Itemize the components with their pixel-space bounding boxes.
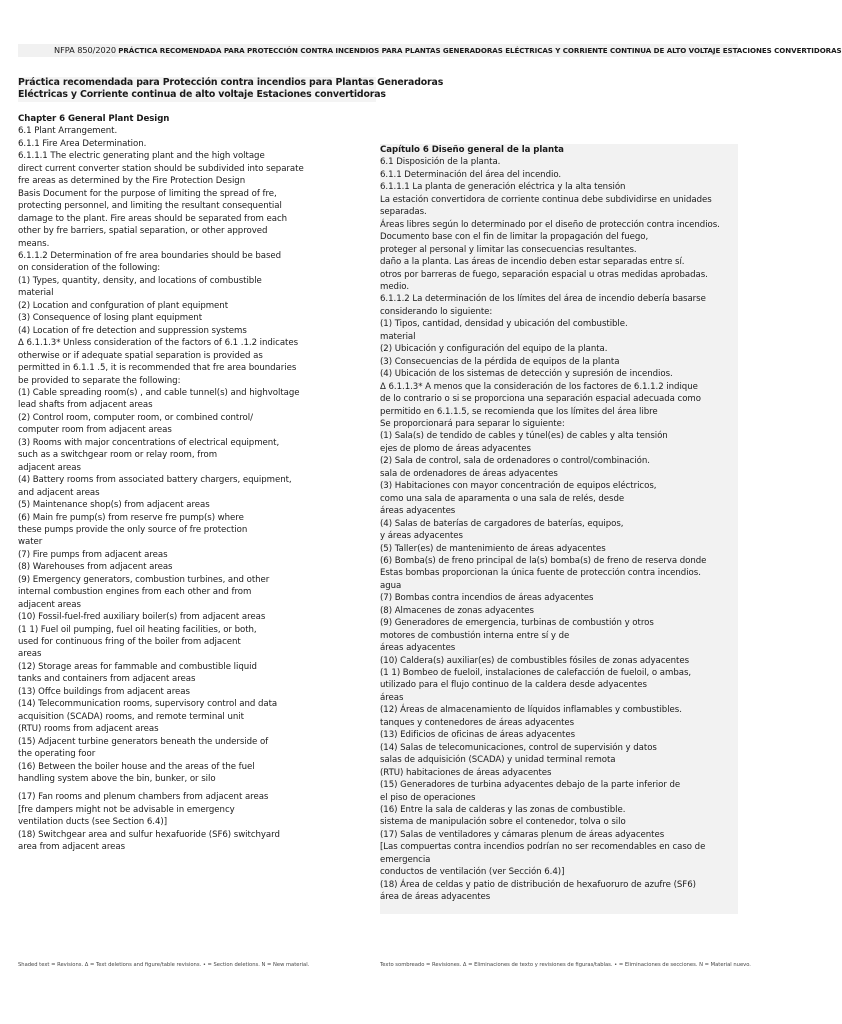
text-line: computer room from adjacent areas [18,425,172,436]
text-line: (16) Entre la sala de calderas y las zonas de combustible. [380,805,626,816]
text-line: ejes de plomo de áreas adyacentes [380,443,531,454]
text-line: (3) Consequence of losing plant equipment [18,313,203,324]
text-line: ventilation ducts (see Section 6.4)] [18,817,167,828]
text-line: (14) Telecommunication rooms, supervisory control and data [18,699,278,710]
text-line: (2) Ubicación y configuración del equipo de la planta. [380,344,608,355]
text-line: otros por barreras de fuego, separación espacial u otras medidas aprobadas. [380,269,708,280]
text-line: permitted in 6.1.1 .5, it is recommended that fre area boundaries [18,363,297,374]
text-line: used for continuous fring of the boiler from adjacent [18,637,241,648]
text-line: material [18,288,54,299]
document-title-line: Práctica recomendada para Protección contra incendios para Plantas Generadoras [18,77,444,88]
text-line: (15) Generadores de turbina adyacentes debajo de la parte inferior de [380,780,681,791]
text-line: Δ 6.1.1.3* A menos que la consideración de los factores de 6.1.1.2 indique [380,381,698,392]
text-line: be provided to separate the following: [18,375,181,386]
text-line: direct current converter station should be subdivided into separate [18,163,304,174]
text-line: these pumps provide the only source of fre protection [18,524,248,535]
text-line: [fre dampers might not be advisable in emergency [18,804,235,815]
text-line: (3) Consecuencias de la pérdida de equipos de la planta [380,356,620,367]
text-line: 6.1.1.2 Determination of fre area boundaries should be based [18,250,282,261]
text-line: (1 1) Fuel oil pumping, fuel oil heating facilities, or both, [18,624,257,635]
text-line: (18) Área de celdas y patio de distribución de hexafuoruro de azufre (SF6) [380,879,696,890]
text-line: (2) Control room, computer room, or combined control/ [18,412,253,423]
legend-footer-en: Shaded text = Revisions. Δ = Text deletions and figure/table revisions. • = Section deletions. N = New material. [18,962,310,968]
text-line: proteger al personal y limitar las consecuencias resultantes. [380,244,637,255]
text-line: daño a la planta. Las áreas de incendio deben estar separadas entre sí. [380,257,685,268]
text-line: and adjacent areas [18,487,100,498]
text-line: material [380,331,416,342]
text-line: (4) Ubicación de los sistemas de detección y supresión de incendios. [380,369,673,380]
text-line: adjacent areas [18,599,81,610]
text-line: (13) Edificios de oficinas de áreas adyacentes [380,730,576,741]
text-line: such as a switchgear room or relay room, from [18,450,218,461]
standard-code: NFPA 850/2020 [54,45,117,55]
text-line: (6) Bomba(s) de freno principal de la(s) bomba(s) de freno de reserva donde [380,555,707,566]
text-line: (1) Sala(s) de tendido de cables y túnel(es) de cables y alta tensión [380,431,668,442]
legend-footer-es: Texto sombreado = Revisiones. Δ = Eliminaciones de texto y revisiones de figuras/tablas. • = Eliminaciones de secciones. N = Material nuevo. [380,962,751,968]
text-line: (17) Salas de ventiladores y cámaras plenum de áreas adyacentes [380,829,665,840]
text-line: separadas. [380,207,427,218]
text-line: (7) Bombas contra incendios de áreas adyacentes [380,593,594,604]
text-line: lead shafts from adjacent areas [18,400,153,411]
text-line: sala de ordenadores de áreas adyacentes [380,468,558,479]
text-line: Se proporcionará para separar lo siguiente: [380,418,565,429]
text-line: area from adjacent areas [18,842,126,853]
text-line: y áreas adyacentes [380,531,463,542]
english-column [18,113,370,854]
text-line: (8) Warehouses from adjacent areas [18,562,173,573]
text-line: (12) Áreas de almacenamiento de líquidos inflamables y combustibles. [380,705,682,716]
text-line: utilizado para el flujo continuo de la caldera desde adyacentes [380,680,647,691]
text-line: motores de combustión interna entre sí y de [380,630,570,641]
text-line: tanks and containers from adjacent areas [18,674,196,685]
spanish-column [380,144,738,914]
text-line: (8) Almacenes de zonas adyacentes [380,605,534,616]
text-line: (18) Switchgear area and sulfur hexafuoride (SF6) switchyard [18,829,280,840]
text-line: áreas adyacentes [380,643,456,654]
text-line: La estación convertidora de corriente continua debe subdividirse en unidades [380,194,712,205]
text-line: otherwise or if adequate spatial separation is provided as [18,350,263,361]
text-line: (4) Battery rooms from associated battery chargers, equipment, [18,475,292,486]
text-line: (3) Habitaciones con mayor concentración de equipos eléctricos, [380,481,657,492]
text-line: (1 1) Bombeo de fueloil, instalaciones de calefacción de fueloil, o ambas, [380,668,692,679]
text-line: (3) Rooms with major concentrations of electrical equipment, [18,437,280,448]
text-line: water [18,537,43,548]
text-line: (15) Adjacent turbine generators beneath the underside of [18,736,269,747]
text-line: emergencia [380,854,431,865]
text-line: (6) Main fre pump(s) from reserve fre pump(s) where [18,512,244,523]
text-line: handling system above the bin, bunker, or silo [18,774,216,785]
text-line: (RTU) rooms from adjacent areas [18,724,159,735]
text-line: 6.1.1 Determinación del área del incendio. [380,169,562,180]
text-line: Δ 6.1.1.3* Unless consideration of the factors of 6.1 .1.2 indicates [18,338,299,349]
text-line: de lo contrario o si se proporciona una separación espacial adecuada como [380,394,701,405]
text-line: (5) Maintenance shop(s) from adjacent areas [18,500,210,511]
text-line: Estas bombas proporcionan la única fuente de protección contra incendios. [380,568,701,579]
text-line: (9) Generadores de emergencia, turbinas de combustión y otros [380,618,654,629]
text-line: (1) Types, quantity, density, and locations of combustible [18,275,262,286]
text-line: 6.1.1.2 La determinación de los límites del área de incendio debería basarse [380,294,706,305]
text-line: (RTU) habitaciones de áreas adyacentes [380,767,552,778]
text-line: como una sala de aparamenta o una sala de relés, desde [380,493,625,504]
running-header [18,44,842,57]
document-title-line: Eléctricas y Corriente continua de alto voltaje Estaciones convertidoras [18,89,386,101]
text-line: 6.1 Disposición de la planta. [380,157,501,168]
text-line: Documento base con el fin de limitar la propagación del fuego, [380,232,649,243]
chapter-heading-en: Chapter 6 General Plant Design [18,114,170,124]
text-line: areas [18,649,42,660]
text-line: other by fre barriers, spatial separation, or other approved [18,226,268,237]
text-line: fre areas as determined by the Fire Protection Design [18,176,246,187]
text-line: on consideration of the following: [18,263,161,274]
text-line: agua [380,580,402,591]
text-line: Basis Document for the purpose of limiting the spread of fre, [18,188,277,199]
text-line: Áreas libres según lo determinado por el diseño de protección contra incendios. [380,219,720,230]
text-line: sistema de manipulación sobre el contenedor, tolva o silo [380,817,626,828]
text-line: el piso de operaciones [380,792,476,803]
text-line: considerando lo siguiente: [380,306,493,317]
chapter-heading-es: Capítulo 6 Diseño general de la planta [380,145,564,155]
header-title: PRÁCTICA RECOMENDADA PARA PROTECCIÓN CONTRA INCENDIOS PARA PLANTAS GENERADORAS ELÉCTRICAS Y CORRIENTE CONTINUA DE ALTO VOLTAJE ESTACIONES CONVERTIDORAS [118,46,842,55]
text-line: (1) Tipos, cantidad, densidad y ubicación del combustible. [380,319,628,330]
text-line: tanques y contenedores de áreas adyacentes [380,717,575,728]
text-line: (2) Sala de control, sala de ordenadores o control/combinación. [380,456,650,467]
text-line: (4) Location of fre detection and suppression systems [18,325,247,336]
text-line: means. [18,238,50,249]
text-line: conductos de ventilación (ver Sección 6.4)] [380,867,565,878]
document-title [18,77,444,102]
text-line: (16) Between the boiler house and the areas of the fuel [18,761,255,772]
text-line: (1) Cable spreading room(s) , and cable tunnel(s) and highvoltage [18,387,300,398]
text-line: permitido en 6.1.1.5, se recomienda que los límites del área libre [380,406,658,417]
text-line: áreas [380,692,404,703]
text-line: damage to the plant. Fire areas should be separated from each [18,213,288,224]
text-line: adjacent areas [18,462,81,473]
text-line: (9) Emergency generators, combustion turbines, and other [18,574,270,585]
text-line: área de áreas adyacentes [380,892,491,903]
text-line: protecting personnel, and limiting the resultant consequential [18,201,282,212]
text-line: áreas adyacentes [380,506,456,517]
text-line: (17) Fan rooms and plenum chambers from adjacent areas [18,792,269,803]
text-line: (13) Offce buildings from adjacent areas [18,686,190,697]
text-line: (10) Caldera(s) auxiliar(es) de combustibles fósiles de zonas adyacentes [380,655,690,666]
text-line: medio. [380,281,410,292]
text-line: 6.1.1.1 The electric generating plant and the high voltage [18,151,265,162]
text-line: (4) Salas de baterías de cargadores de baterías, equipos, [380,518,624,529]
text-line: 6.1.1 Fire Area Determination. [18,138,147,149]
text-line: (14) Salas de telecomunicaciones, control de supervisión y datos [380,742,657,753]
text-line: (7) Fire pumps from adjacent areas [18,549,168,560]
text-line: 6.1 Plant Arrangement. [18,126,118,137]
text-line: the operating foor [18,749,96,760]
text-line: 6.1.1.1 La planta de generación eléctrica y la alta tensión [380,182,626,193]
text-line: internal combustion engines from each other and from [18,587,252,598]
text-line: [Las compuertas contra incendios podrían no ser recomendables en caso de [380,842,706,853]
text-line: acquisition (SCADA) rooms, and remote terminal unit [18,711,244,722]
text-line: salas de adquisición (SCADA) y unidad terminal remota [380,755,616,766]
text-line: (5) Taller(es) de mantenimiento de áreas adyacentes [380,543,606,554]
text-line: (2) Location and confguration of plant equipment [18,300,229,311]
text-line: (12) Storage areas for fammable and combustible liquid [18,661,257,672]
text-line: (10) Fossil-fuel-fred auxiliary boiler(s) from adjacent areas [18,612,266,623]
